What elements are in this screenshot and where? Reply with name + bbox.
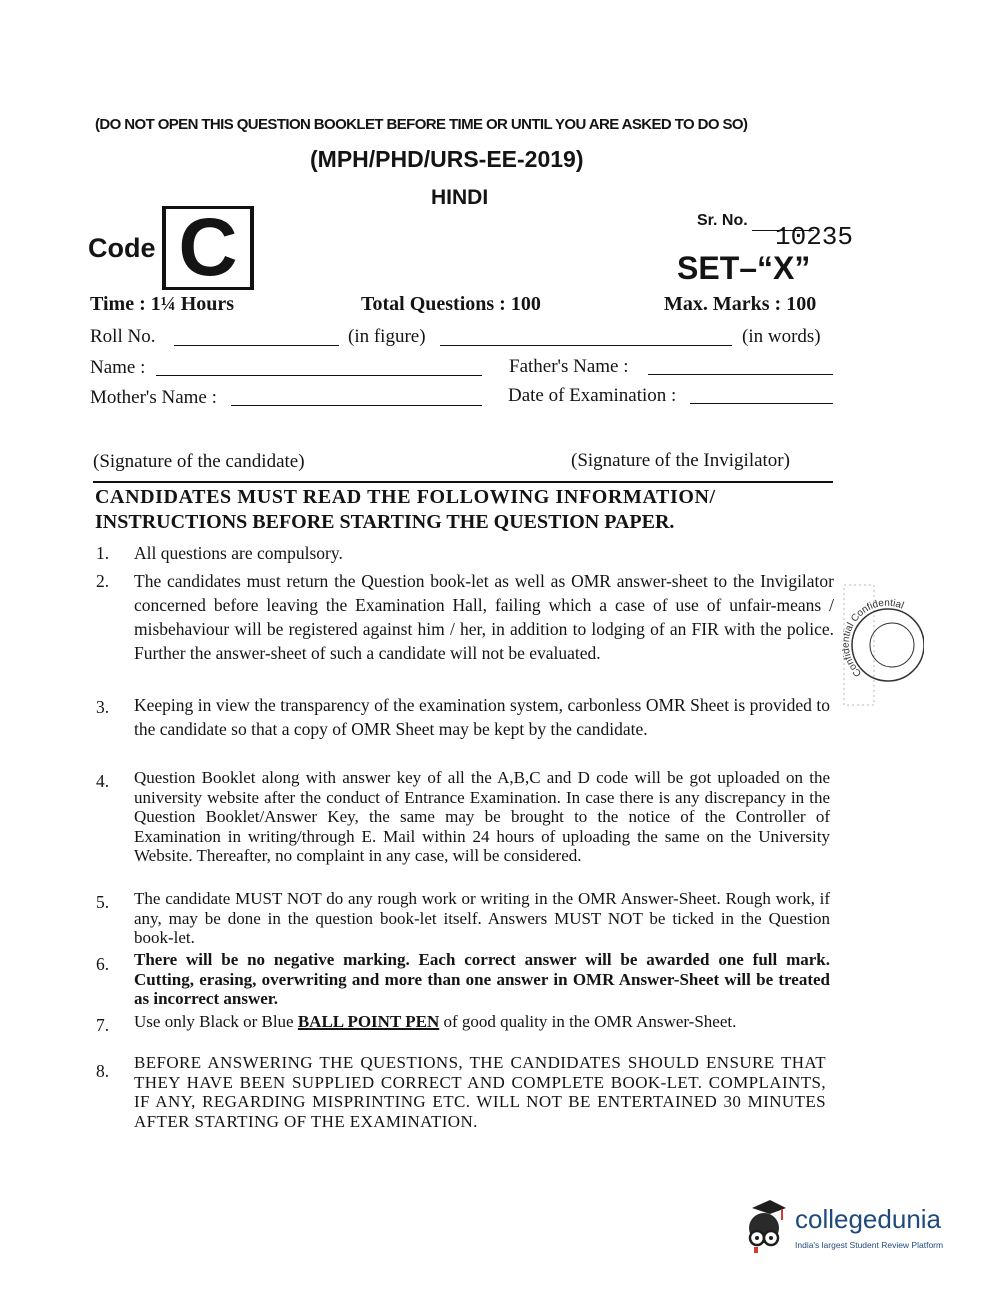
in-words-label: (in words) <box>742 326 821 347</box>
instruction-item: Keeping in view the transparency of the examination system, carbonless OMR Sheet is provided to the candidate so that a copy of OMR Sheet may be kept by the candidate. <box>134 695 830 739</box>
item-number: 8. <box>96 1061 110 1081</box>
set-label: SET–“X” <box>677 250 811 286</box>
max-marks-info: Max. Marks : 100 <box>664 293 817 315</box>
subject-title: HINDI <box>431 186 489 209</box>
serial-number-value: 10235 <box>775 222 854 252</box>
warning-text: (DO NOT OPEN THIS QUESTION BOOKLET BEFORE TIME OR UNTIL YOU ARE ASKED TO DO SO) <box>95 116 748 133</box>
item-number: 7. <box>96 1015 110 1035</box>
fathers-name-label: Father's Name : <box>509 356 629 377</box>
instruction-item <box>134 1012 830 1032</box>
code-label: Code <box>88 233 156 263</box>
candidate-signature-label: (Signature of the candidate) <box>93 451 305 472</box>
roll-no-label: Roll No. <box>90 326 156 347</box>
date-of-exam-label: Date of Examination : <box>508 385 677 406</box>
exam-title: (MPH/PHD/URS-EE-2019) <box>310 146 584 172</box>
total-questions-info: Total Questions : 100 <box>361 293 541 315</box>
item-number: 5. <box>96 892 110 912</box>
logo-tagline: India's largest Student Review Platform <box>795 1240 944 1250</box>
ball-point-pen-emphasis: BALL POINT PEN <box>297 1012 440 1031</box>
mascot-icon <box>740 1196 792 1256</box>
section-divider <box>93 481 833 483</box>
seal-ring-text: Confid tial Confidential <box>842 597 906 679</box>
mothers-name-line[interactable] <box>231 405 482 406</box>
fathers-name-line[interactable] <box>648 374 833 375</box>
invigilator-signature-label: (Signature of the Invigilator) <box>571 450 790 471</box>
item-number: 2. <box>96 571 110 591</box>
instruction-item: BEFORE ANSWERING THE QUESTIONS, THE CANDIDATES SHOULD ENSURE THAT THEY HAVE BEEN SUPPLIED CORRECT AND COMPLETE BOOK-LET. COMPLAINTS, IF ANY, REGARDING MISPRINTING ETC. WILL NOT BE ENTERTAINED 30 MINUTES AFTER STARTING OF THE EXAMINATION. <box>134 1053 826 1131</box>
instruction-item: The candidates must return the Question book-let as well as OMR answer-sheet to the Invigilator concerned before leaving the Examination Hall, failing which a case of use of unfair-means / misbehaviour will be registered against him / her, in addition to lodging of an FIR with the police. Further the answer-sheet of such a candidate will not be evaluated. <box>134 571 834 663</box>
item-number: 6. <box>96 954 110 974</box>
instructions-heading-line2: INSTRUCTIONS BEFORE STARTING THE QUESTION PAPER. <box>95 511 675 533</box>
instruction-item: All questions are compulsory. <box>134 543 343 563</box>
roll-no-line[interactable] <box>174 345 339 346</box>
instruction-item: There will be no negative marking. Each correct answer will be awarded one full mark. Cutting, erasing, overwriting and more than one answer in OMR Answer-Sheet will be treated as incorrect answer. <box>134 950 830 1008</box>
item-number: 1. <box>96 543 110 563</box>
serial-number-label: Sr. No. <box>697 212 748 229</box>
instruction-item: The candidate MUST NOT do any rough work or writing in the OMR Answer-Sheet. Rough work, if any, may be done in the question book-let itself. Answers MUST NOT be ticked in the Question book-let. <box>134 889 830 947</box>
name-line[interactable] <box>156 375 482 376</box>
in-figure-label: (in figure) <box>348 326 426 347</box>
instruction-text: Use only Black or Blue <box>134 1012 298 1031</box>
time-info: Time : 1¼ Hours <box>90 293 235 315</box>
item-number: 3. <box>96 697 110 717</box>
name-label: Name : <box>90 357 146 378</box>
roll-no-words-line[interactable] <box>440 345 732 346</box>
logo-brand: collegedunia <box>795 1204 942 1234</box>
code-box: C <box>162 206 254 290</box>
collegedunia-logo <box>740 1196 965 1260</box>
mothers-name-label: Mother's Name : <box>90 387 217 408</box>
instruction-text: of good quality in the OMR Answer-Sheet. <box>439 1012 737 1031</box>
seal-stamp-icon <box>842 583 924 707</box>
instructions-heading-line1: CANDIDATES MUST READ THE FOLLOWING INFORMATION/ <box>95 486 716 508</box>
instruction-item: Question Booklet along with answer key of all the A,B,C and D code will be got uploaded on the university website after the conduct of Entrance Examination. In case there is any discrepancy in the Question Booklet/Answer Key, the same may be brought to the notice of the Controller of Examination in writing/through E. Mail within 24 hours of uploading the same on the University Website. Thereafter, no complaint in any case, will be considered. <box>134 768 830 865</box>
confidential-seal <box>842 583 924 707</box>
date-of-exam-line[interactable] <box>690 403 833 404</box>
item-number: 4. <box>96 771 110 791</box>
